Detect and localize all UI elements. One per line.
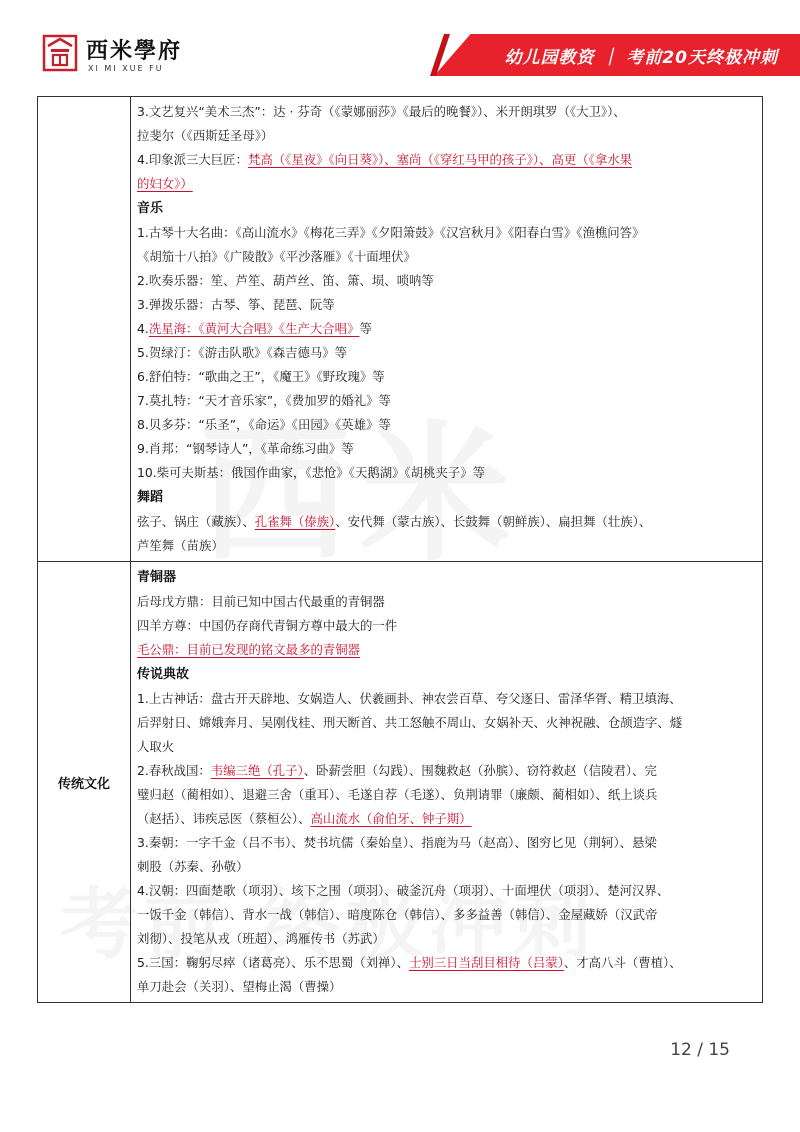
text-segment: 等 bbox=[359, 321, 372, 336]
text-line bbox=[137, 903, 755, 927]
text-line bbox=[137, 437, 755, 461]
text-line bbox=[137, 341, 755, 365]
highlighted-text: 的妇女》） bbox=[137, 176, 193, 191]
category-cell-empty bbox=[38, 97, 131, 562]
highlighted-text: 韦编三绝（孔子） bbox=[210, 763, 304, 778]
content-cell bbox=[131, 562, 763, 1003]
page-header bbox=[0, 0, 800, 88]
text-line bbox=[137, 927, 755, 951]
text-line bbox=[137, 831, 755, 855]
text-segment: 、安代舞（蒙古族）、长鼓舞（朝鲜族）、扁担舞（壮族）、 bbox=[335, 514, 652, 529]
heading-text: 青铜器 bbox=[137, 570, 177, 585]
text-segment: 人取火 bbox=[137, 739, 175, 754]
text-line bbox=[137, 638, 755, 662]
text-segment: 5.贺绿汀：《游击队歌》《森吉德马》等 bbox=[137, 345, 348, 360]
text-segment: 9.肖邦：“钢琴诗人”，《革命练习曲》等 bbox=[137, 441, 354, 456]
heading-text: 舞蹈 bbox=[137, 490, 164, 505]
text-line bbox=[137, 590, 755, 614]
text-segment: 7.莫扎特：“天才音乐家”，《费加罗的婚礼》等 bbox=[137, 393, 391, 408]
text-segment: 《胡笳十八拍》《广陵散》《平沙落雁》《十面埋伏》 bbox=[137, 249, 416, 264]
text-segment: （赵括）、讳疾忌医（蔡桓公）、 bbox=[137, 811, 311, 826]
section-heading bbox=[137, 565, 755, 590]
text-line bbox=[137, 510, 755, 534]
text-segment: 3.文艺复兴“美术三杰”：达 · 芬奇（《蒙娜丽莎》《最后的晚餐》）、米开朗琪罗（《大卫》）、 bbox=[137, 104, 626, 119]
text-segment: 后母戊方鼎：目前已知中国古代最重的青铜器 bbox=[137, 594, 385, 609]
text-line bbox=[137, 759, 755, 783]
page-number: 12 / 15 bbox=[670, 1040, 730, 1060]
content-table bbox=[37, 96, 763, 1003]
text-line bbox=[137, 687, 755, 711]
section-heading bbox=[137, 196, 755, 221]
row2-content bbox=[132, 563, 761, 1001]
text-segment: 芦笙舞（苗族） bbox=[137, 538, 224, 553]
text-line bbox=[137, 389, 755, 413]
text-line bbox=[137, 100, 755, 124]
category-cell: 传统文化 bbox=[38, 562, 131, 1003]
highlighted-text: 冼星海：《黄河大合唱》《生产大合唱》 bbox=[148, 321, 360, 336]
text-segment: 弦子、锅庄（藏族）、 bbox=[137, 514, 255, 529]
text-segment: 5.三国：鞠躬尽瘁（诸葛亮）、乐不思蜀（刘禅）、 bbox=[137, 955, 410, 970]
text-line bbox=[137, 148, 755, 172]
text-segment: 四羊方尊：中国仍存商代青铜方尊中最大的一件 bbox=[137, 618, 398, 633]
text-line bbox=[137, 855, 755, 879]
text-segment: 一饭千金（韩信）、背水一战（韩信）、暗度陈仓（韩信）、多多益善（韩信）、金屋藏娇（汉武帝 bbox=[137, 907, 658, 922]
highlighted-text: 毛公鼎：目前已发现的铭文最多的青铜器 bbox=[137, 642, 361, 657]
text-line bbox=[137, 975, 755, 999]
text-line bbox=[137, 269, 755, 293]
text-segment: 10.柴可夫斯基：俄国作曲家，《悲怆》《天鹅湖》《胡桃夹子》等 bbox=[137, 465, 486, 480]
content-cell bbox=[131, 97, 763, 562]
logo-english: XI MI XUE FU bbox=[88, 64, 164, 73]
text-line bbox=[137, 735, 755, 759]
table-row bbox=[38, 97, 763, 562]
text-segment: 刺股（苏秦、孙敬） bbox=[137, 859, 249, 874]
text-line bbox=[137, 365, 755, 389]
text-line bbox=[137, 534, 755, 558]
text-segment: 后羿射日、嫦娥奔月、吴刚伐桂、刑天断首、共工怒触不周山、女娲补天、火神祝融、仓颉造字、燧 bbox=[137, 715, 683, 730]
table-row bbox=[38, 562, 763, 1003]
text-segment: 3.秦朝：一字千金（吕不韦）、焚书坑儒（秦始皇）、指鹿为马（赵高）、图穷匕见（荆轲）、悬梁 bbox=[137, 835, 657, 850]
text-segment: 拉斐尔（《西斯廷圣母》） bbox=[137, 128, 274, 143]
text-line bbox=[137, 317, 755, 341]
row1-content bbox=[132, 98, 761, 560]
text-line bbox=[137, 245, 755, 269]
heading-text: 音乐 bbox=[137, 201, 164, 216]
highlighted-text: 高山流水（俞伯牙、钟子期） bbox=[310, 811, 472, 826]
text-segment: 、卧薪尝胆（勾践）、围魏救赵（孙膑）、窃符救赵（信陵君）、完 bbox=[303, 763, 657, 778]
logo-name: 西米學府 bbox=[86, 38, 183, 64]
school-logo-icon bbox=[42, 34, 78, 72]
banner-title: 幼儿园教资 ｜ 考前20天终极冲刺 bbox=[504, 48, 778, 68]
text-segment: 、才高八斗（曹植）、 bbox=[563, 955, 682, 970]
heading-text: 传说典故 bbox=[137, 667, 190, 682]
text-line bbox=[137, 461, 755, 485]
text-line bbox=[137, 783, 755, 807]
text-segment: 3.弹拨乐器：古琴、筝、琵琶、阮等 bbox=[137, 297, 335, 312]
text-segment: 4.印象派三大巨匠： bbox=[137, 152, 248, 167]
text-segment: 1.上古神话：盘古开天辟地、女娲造人、伏羲画卦、神农尝百草、夸父逐日、雷泽华胥、精卫填海、 bbox=[137, 691, 682, 706]
text-segment: 2.吹奏乐器：笙、芦笙、葫芦丝、笛、箫、埙、唢呐等 bbox=[137, 273, 434, 288]
highlighted-text: 梵高（《星夜》《向日葵》）、塞尚（《穿红马甲的孩子》）、高更（《拿水果 bbox=[247, 152, 633, 167]
highlighted-text: 士别三日当刮目相待（吕蒙） bbox=[409, 955, 564, 970]
text-line bbox=[137, 711, 755, 735]
text-segment: 1.古琴十大名曲：《高山流水》《梅花三弄》《夕阳箫鼓》《汉宫秋月》《阳春白雪》《渔樵问答》 bbox=[137, 225, 645, 240]
text-line bbox=[137, 221, 755, 245]
text-segment: 8.贝多芬：“乐圣”，《命运》《田园》《英雄》等 bbox=[137, 417, 391, 432]
text-segment: 4.汉朝：四面楚歌（项羽）、垓下之围（项羽）、破釜沉舟（项羽）、十面埋伏（项羽）、楚河汉界、 bbox=[137, 883, 670, 898]
text-segment: 4. bbox=[137, 321, 149, 336]
text-line bbox=[137, 879, 755, 903]
text-line bbox=[137, 951, 755, 975]
text-segment: 刘彻）、投笔从戎（班超）、鸿雁传书（苏武） bbox=[137, 931, 385, 946]
text-line bbox=[137, 807, 755, 831]
text-line bbox=[137, 614, 755, 638]
text-segment: 单刀赴会（关羽）、望梅止渴（曹操） bbox=[137, 979, 342, 994]
text-line bbox=[137, 293, 755, 317]
text-line bbox=[137, 172, 755, 196]
text-line bbox=[137, 413, 755, 437]
text-segment: 璧归赵（蔺相如）、退避三舍（重耳）、毛遂自荐（毛遂）、负荆请罪（廉颇、蔺相如）、纸上谈兵 bbox=[137, 787, 658, 802]
section-heading bbox=[137, 485, 755, 510]
text-segment: 6.舒伯特：“歌曲之王”，《魔王》《野玫瑰》等 bbox=[137, 369, 385, 384]
highlighted-text: 孔雀舞（傣族） bbox=[254, 514, 336, 529]
section-heading bbox=[137, 662, 755, 687]
text-segment: 2.春秋战国： bbox=[137, 763, 211, 778]
text-line bbox=[137, 124, 755, 148]
